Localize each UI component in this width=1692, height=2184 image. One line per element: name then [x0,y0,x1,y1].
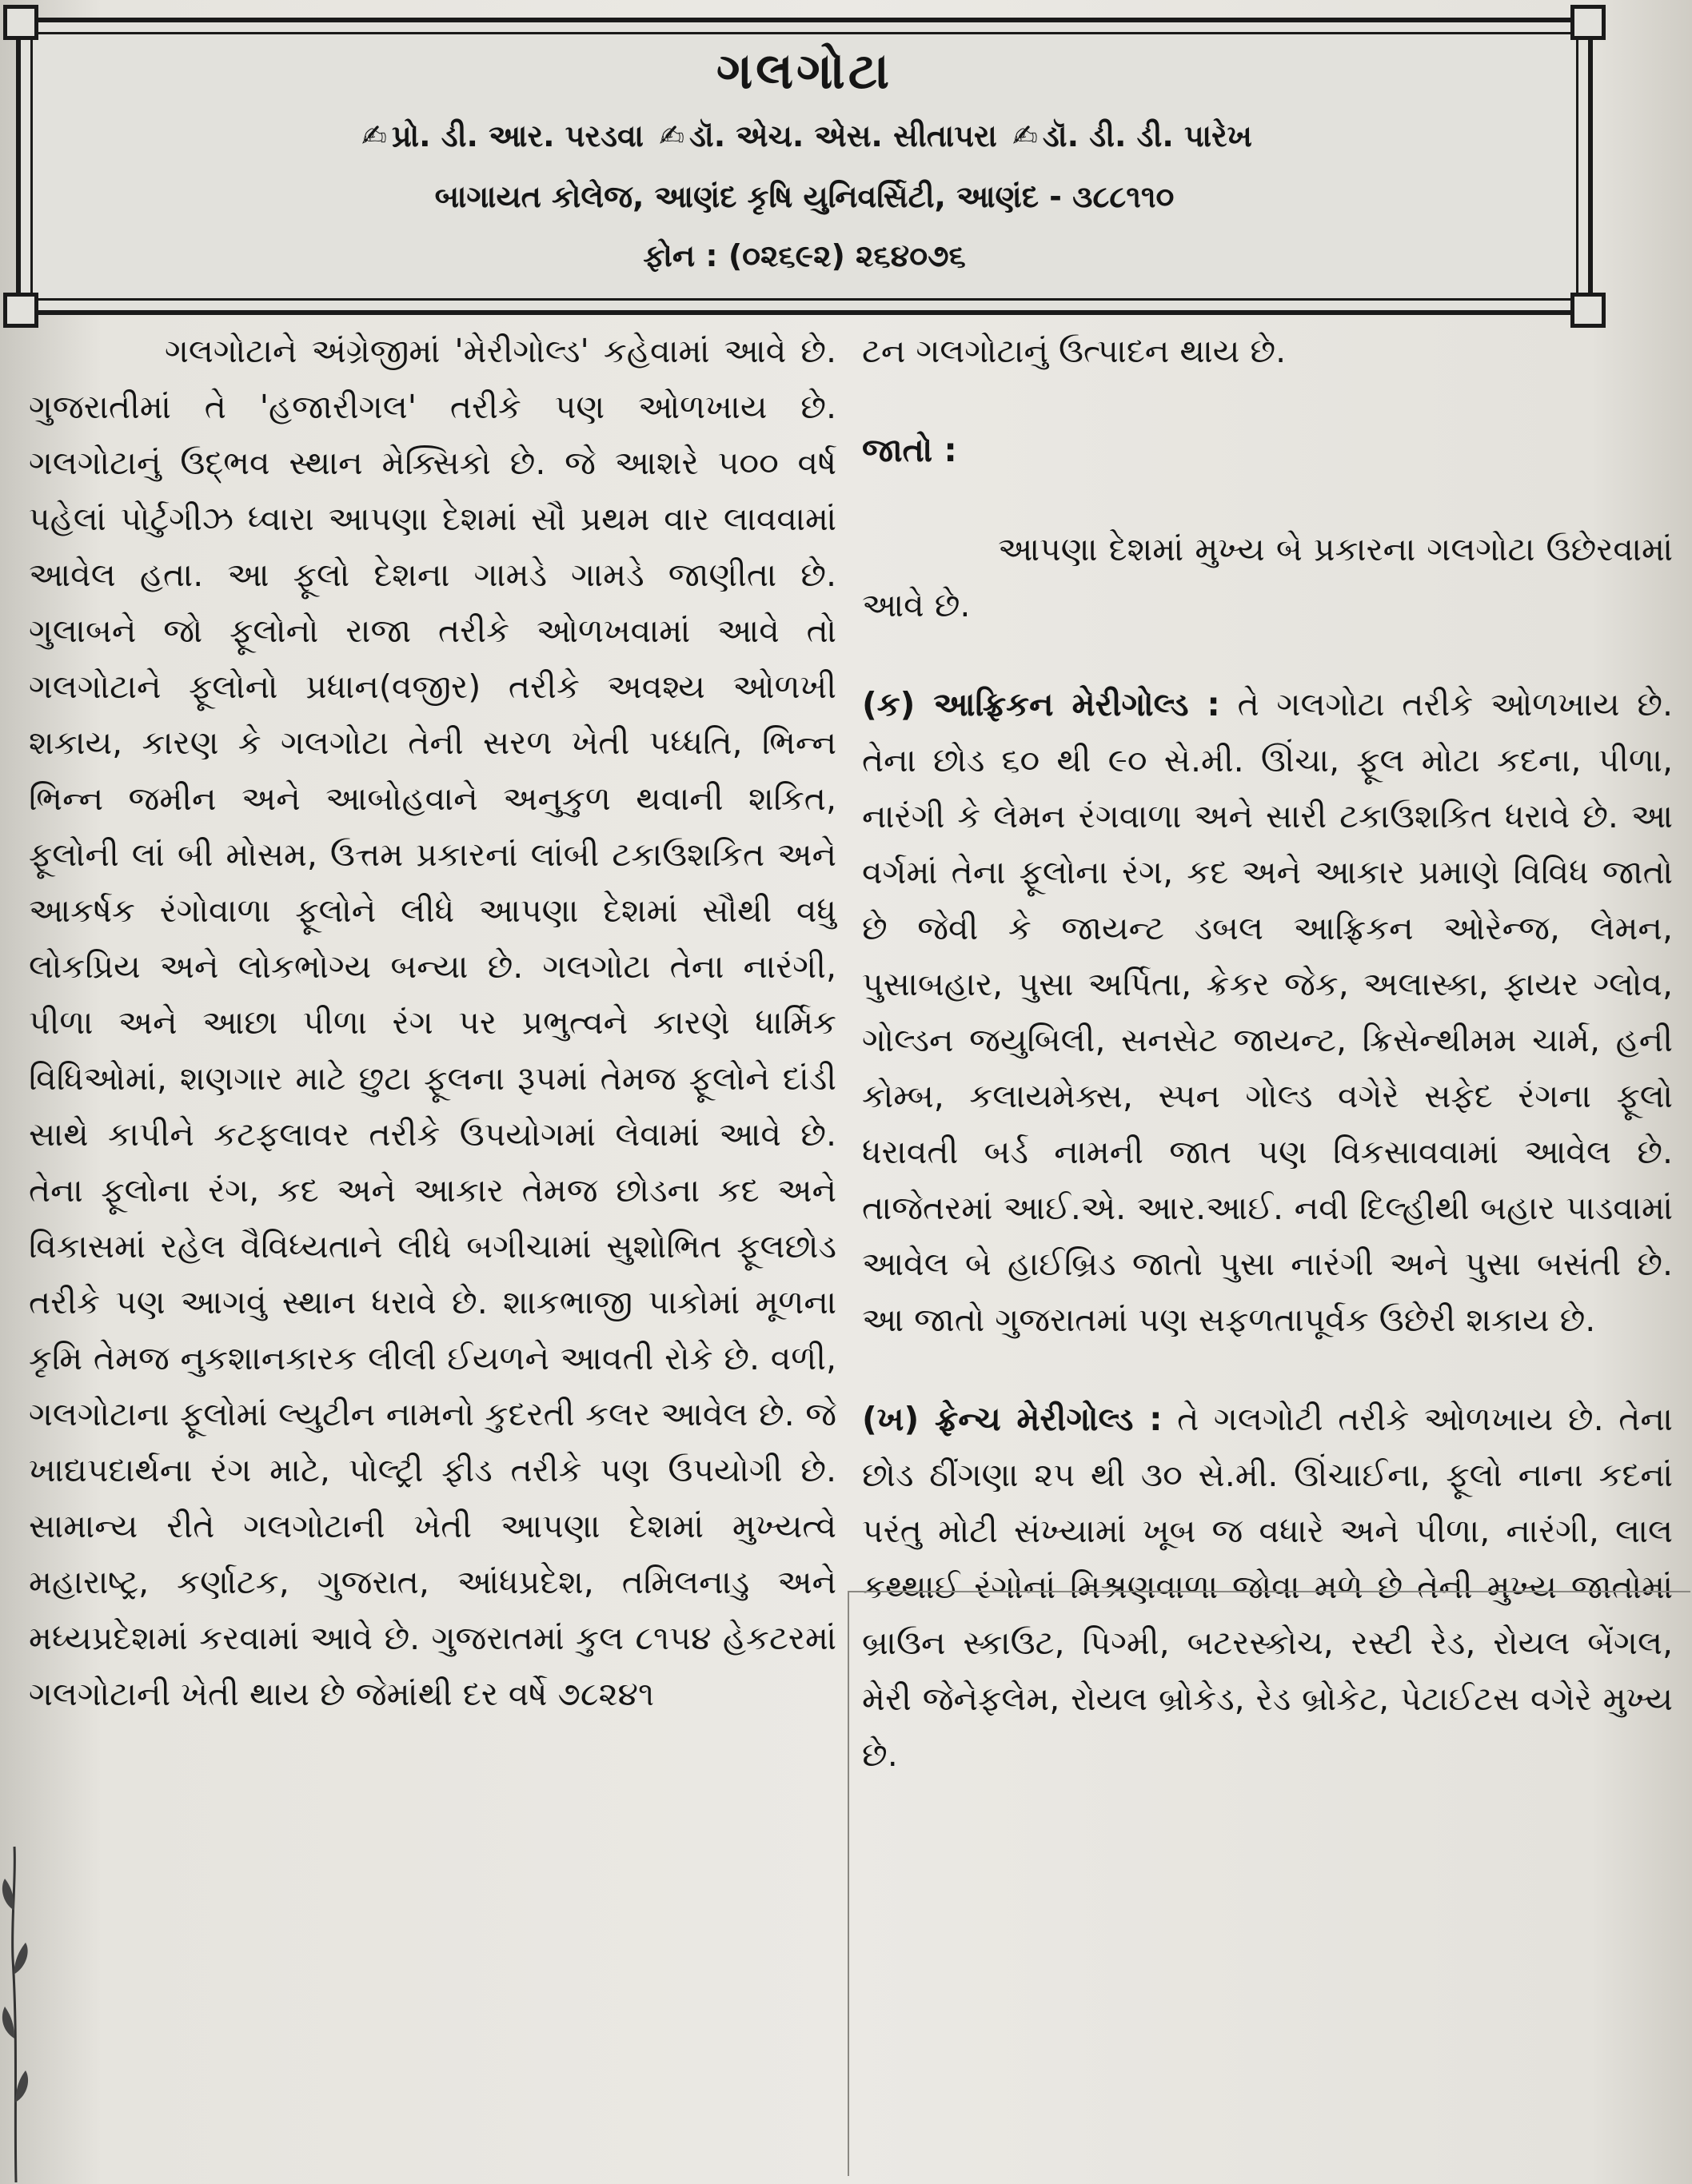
variety-text: તે ગલગોટા તરીકે ઓળખાય છે. તેના છોડ ૬૦ થી ૯૦ સે.મી. ઊંચા, ફૂલ મોટા કદના, પીળા, નારંગી કે લેમન રંગવાળા અને સારી ટકાઉશકિત ધરાવે છે. આ વર્ગમાં તેના ફૂલોના રંગ, કદ અને આકાર પ્રમાણે વિવિધ જાતો છે જેવી કે જાયન્ટ ડબલ આફ્રિકન ઓરેન્જ, લેમન, પુસાબહાર, પુસા અર્પિતા, ક્રેકર જેક, અલાસ્કા, ફાયર ગ્લોવ, ગોલ્ડન જયુબિલી, સનસેટ જાયન્ટ, ક્રિસેન્થીમમ ચાર્મ, હની કોમ્બ, કલાયમેક્સ, સ્પન ગોલ્ડ વગેરે સફેદ રંગના ફૂલો ધરાવતી બર્ડ નામની જાત પણ વિકસાવવામાં આવેલ છે. તાજેતરમાં આઈ.એ. આર.આઈ. નવી દિલ્હીથી બહાર પાડવામાં આવેલ બે હાઈબ્રિડ જાતો પુસા નારંગી અને પુસા બસંતી છે. આ જાતો ગુજરાતમાં પણ સફળતાપૂર્વક ઉછેરી શકાય છે. [862,685,1673,1339]
author-name: પ્રો. ડી. આર. પરડવા [391,118,644,153]
variety-title: (ક) આફ્રિકન મેરીગોલ્ડ : [862,685,1220,723]
author-line [21,118,1588,154]
faint-box-outline [848,1591,1690,2176]
variety-text: તે ગલગોટી તરીકે ઓળખાય છે. તેના છોડ ઠીંગણા ૨૫ થી ૩૦ સે.મી. ઊંચાઈના, ફૂલો નાના કદનાં પરંતુ મોટી સંખ્યામાં ખૂબ જ વધારે અને પીળા, નારંગી, લાલ કથ્થાઈ રંગોનાં મિશ્રણવાળા જોવા મળે છે તેની મુખ્ય જાતોમાં બ્રાઉન સ્કાઉટ, પિગ્મી, બટરસ્કોચ, રસ્ટી રેડ, રોયલ બેંગલ, મેરી જેનેફલેમ, રોયલ બ્રોકેડ, રેડ બ્રોકેટ, પેટાઈટસ વગેરે મુખ્ય છે. [862,1400,1673,1774]
section-heading: જાતો : [862,431,957,469]
author-name: ડૉ. ડી. ડી. પારેખ [1042,118,1252,153]
pen-icon: ✍ [361,118,387,153]
corner-ornament [1570,5,1606,40]
pen-icon: ✍ [659,118,685,153]
article-title: ગલગોટા [716,42,893,100]
variety-title: (ખ) ફ્રેન્ચ મેરીગોલ્ડ : [862,1400,1163,1438]
body-paragraph: ગલગોટાને અંગ્રેજીમાં 'મેરીગોલ્ડ' કહેવામાં આવે છે. ગુજરાતીમાં તે 'હજારીગલ' તરીકે પણ ઓળખાય છે. ગલગોટાનું ઉદ્‌ભવ સ્થાન મેક્સિકો છે. જે આશરે ૫૦૦ વર્ષ પહેલાં પોર્ટુગીઝ ધ્વારા આપણા દેશમાં સૌ પ્રથમ વાર લાવવામાં આવેલ હતા. આ ફૂલો દેશના ગામડે ગામડે જાણીતા છે. ગુલાબને જો ફૂલોનો રાજા તરીકે ઓળખવામાં આવે તો ગલગોટાને ફૂલોનો પ્રધાન(વજીર) તરીકે અવશ્ય ઓળખી શકાય, કારણ કે ગલગોટા તેની સરળ ખેતી પધ્ધતિ, ભિન્ન ભિન્ન જમીન અને આબોહવાને અનુકુળ થવાની શકિત, ફૂલોની લાં બી મોસમ, ઉત્તમ પ્રકારનાં લાંબી ટકાઉશકિત અને આકર્ષક રંગોવાળા ફૂલોને લીધે આપણા દેશમાં સૌથી વધુ લોકપ્રિય અને લોકભોગ્ય બન્યા છે. ગલગોટા તેના નારંગી, પીળા અને આછા પીળા રંગ પર પ્રભુત્વને કારણે ધાર્મિક વિધિઓમાં, શણગાર માટે છુટા ફૂલના રૂપમાં તેમજ ફૂલોને દાંડી સાથે કાપીને કટફલાવર તરીકે ઉપયોગમાં લેવામાં આવે છે. તેના ફૂલોના રંગ, કદ અને આકાર તેમજ છોડના કદ અને વિકાસમાં રહેલ વૈવિધ્યતાને લીધે બગીચામાં સુશોભિત ફૂલછોડ તરીકે પણ આગવું સ્થાન ધરાવે છે. શાકભાજી પાકોમાં મૂળના કૃમિ તેમજ નુકશાનકારક લીલી ઈયળને આવતી રોકે છે. વળી, ગલગોટાના ફૂલોમાં લ્યુટીન નામનો કુદરતી કલર આવેલ છે. જે ખાદ્યપદાર્થના રંગ માટે, પોલ્ટ્રી ફીડ તરીકે પણ ઉપયોગી છે. સામાન્ય રીતે ગલગોટાની ખેતી આપણા દેશમાં મુખ્યત્વે મહારાષ્ટ્ર, કર્ણાટક, ગુજરાત, આંધપ્રદેશ, તમિલનાડુ અને મધ્યપ્રદેશમાં કરવામાં આવે છે. ગુજરાતમાં કુલ ૮૧૫૪ હેકટરમાં ગલગોટાની ખેતી થાય છે જેમાંથી દર વર્ષે ૭૮૨૪૧ [29,332,836,1713]
variety-paragraph [862,676,1673,1348]
phone-number: ફોન : (૦૨૬૯૨) ૨૬૪૦૭૬ [643,238,966,273]
author-name: ડૉ. એચ. એસ. સીતાપરા [689,118,997,153]
pen-icon: ✍ [1012,118,1038,153]
right-column [862,323,1673,1783]
plant-illustration [0,1839,32,2182]
body-paragraph: આપણા દેશમાં મુખ્ય બે પ્રકારના ગલગોટા ઉછેરવામાં આવે છે. [862,530,1673,624]
left-column [29,323,836,1722]
institution: બાગાયત કોલેજ, આણંદ કૃષિ યુનિવર્સિટી, આણંદ - ૩૮૮૧૧૦ [434,179,1175,214]
body-paragraph: ટન ગલગોટાનું ઉત્પાદન થાય છે. [862,332,1287,370]
corner-ornament [3,5,38,40]
header-box [16,18,1593,315]
